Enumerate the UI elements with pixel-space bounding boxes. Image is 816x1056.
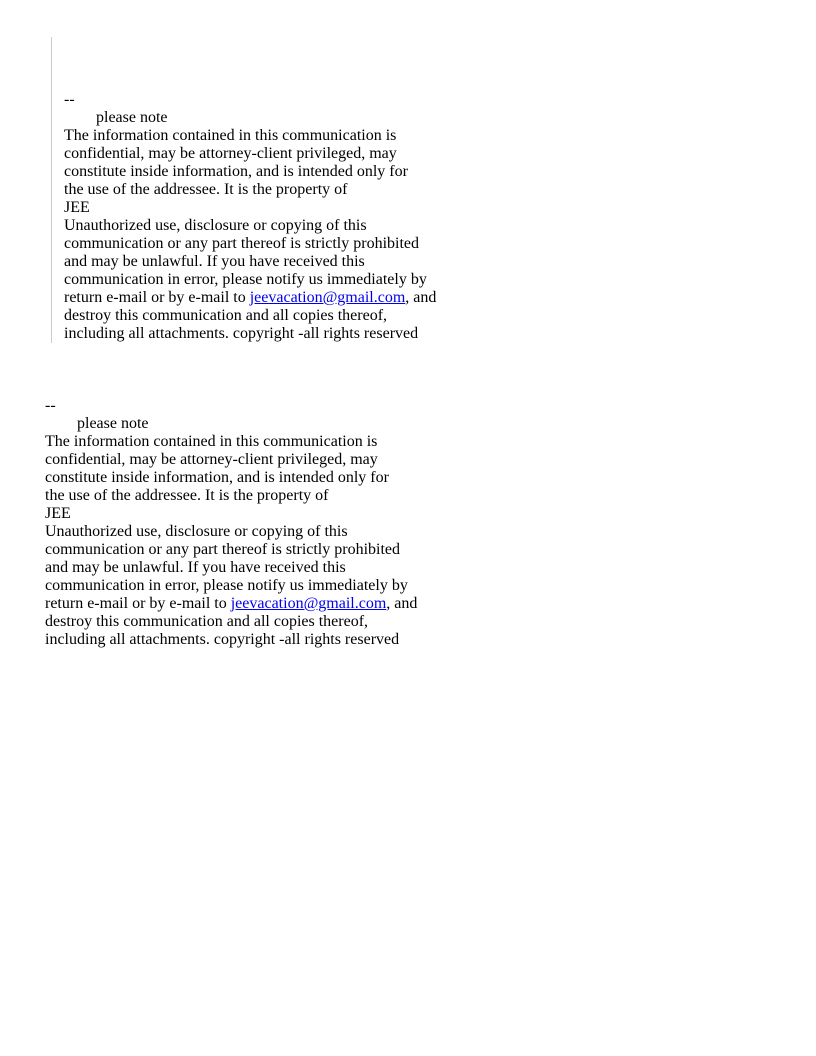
disclaimer-line: and may be unlawful. If you have received this: [45, 559, 346, 576]
quoted-signature: [64, 91, 436, 343]
disclaimer-line: Unauthorized use, disclosure or copying of this: [64, 217, 367, 234]
email-link[interactable]: jeevacation@gmail.com: [230, 595, 387, 612]
link-suffix: , and: [405, 289, 437, 306]
signature: [45, 397, 417, 649]
blockquote-border: [51, 37, 52, 343]
link-prefix: return e-mail or by e-mail to: [64, 289, 250, 306]
disclaimer-line: communication in error, please notify us immediately by: [64, 271, 427, 288]
signature-separator: --: [45, 397, 56, 414]
link-suffix: , and: [386, 595, 418, 612]
disclaimer-line: confidential, may be attorney-client privileged, may: [45, 451, 378, 468]
disclaimer-line: confidential, may be attorney-client privileged, may: [64, 145, 397, 162]
disclaimer-line: including all attachments. copyright -all rights reserved: [64, 325, 419, 342]
disclaimer-line: constitute inside information, and is intended only for: [64, 163, 408, 180]
disclaimer-line: The information contained in this communication is: [64, 127, 397, 144]
disclaimer-line: communication in error, please notify us immediately by: [45, 577, 408, 594]
company-name: JEE: [45, 505, 71, 522]
link-prefix: return e-mail or by e-mail to: [45, 595, 231, 612]
disclaimer-line: the use of the addressee. It is the property of: [45, 487, 329, 504]
disclaimer-line: the use of the addressee. It is the property of: [64, 181, 348, 198]
disclaimer-line: destroy this communication and all copies thereof,: [45, 613, 369, 630]
disclaimer-line: and may be unlawful. If you have received this: [64, 253, 365, 270]
disclaimer-line: including all attachments. copyright -all rights reserved: [45, 631, 400, 648]
disclaimer-line: constitute inside information, and is intended only for: [45, 469, 389, 486]
disclaimer-line-with-link: [45, 595, 417, 613]
signature-note: please note: [77, 415, 149, 432]
email-link[interactable]: jeevacation@gmail.com: [249, 289, 406, 306]
disclaimer-line: destroy this communication and all copies thereof,: [64, 307, 388, 324]
signature-separator: --: [64, 91, 75, 108]
signature-note: please note: [96, 109, 168, 126]
disclaimer-line: communication or any part thereof is strictly prohibited: [45, 541, 401, 558]
disclaimer-line: Unauthorized use, disclosure or copying of this: [45, 523, 348, 540]
disclaimer-line: The information contained in this communication is: [45, 433, 378, 450]
company-name: JEE: [64, 199, 90, 216]
disclaimer-line-with-link: [64, 289, 436, 307]
disclaimer-line: communication or any part thereof is strictly prohibited: [64, 235, 420, 252]
